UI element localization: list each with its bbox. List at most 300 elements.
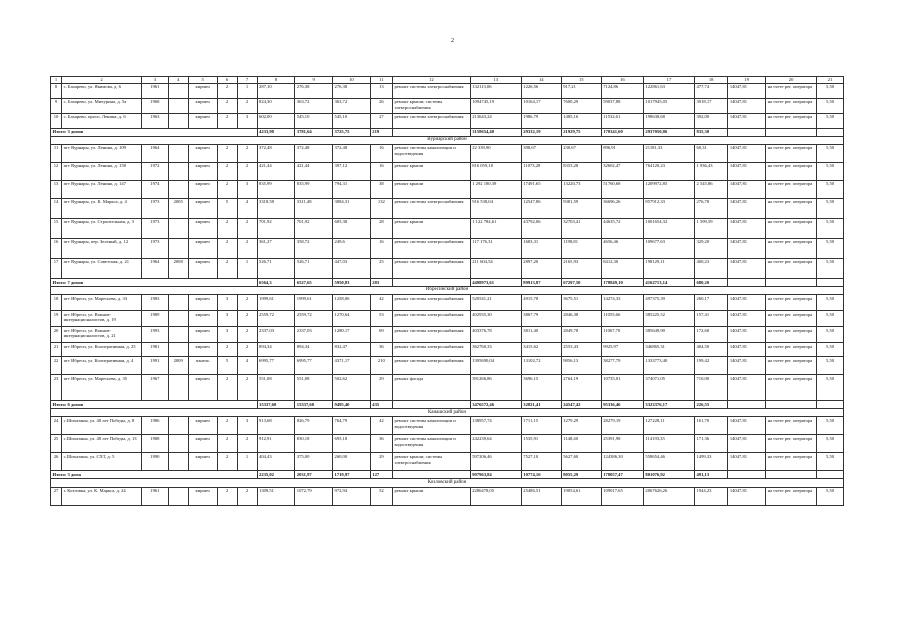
cell-col-2: пгт Ибреси, ул. Воинов-интернационалистов, д. 21 [62,327,142,343]
total-c13: 3158654,40 [470,128,521,136]
total-label: Итого: 7 домов [51,278,258,286]
total-c11: 127 [370,471,392,479]
cell-col-17: 198129,11 [643,258,694,278]
cell-col-17: 857912,33 [643,198,694,218]
cell-col-21: 5,50 [817,295,844,311]
total-c16: 178057,47 [601,471,643,479]
cell-col-21: 5,50 [817,487,844,505]
cell-col-8: 1309,51 [257,487,295,505]
cell-col-9: 701,92 [295,218,333,238]
column-number-6: 6 [217,77,237,84]
cell-col-3: 1972 [142,162,169,180]
column-number-2: 2 [62,77,142,84]
cell-col-16: 32602,47 [601,162,643,180]
cell-col-7: 3 [237,417,257,435]
cell-col-3: 1983 [142,295,169,311]
cell-col-15: 13220,73 [561,180,601,198]
cell-col-9: 830,18 [295,435,333,453]
cell-col-18: 392,00 [695,113,728,128]
cell-col-18: 260,17 [695,295,728,311]
cell-col-3: 1993 [142,327,169,343]
table-row [51,238,844,258]
cell-col-1: 13 [51,180,62,198]
column-number-12: 12 [392,77,470,84]
cell-col-8: 835,99 [257,180,295,198]
total-label: Итого: 6 домов [51,401,258,409]
column-number-14: 14 [521,77,561,84]
cell-col-19: 14047,81 [728,327,766,343]
cell-col-8: 824,30 [257,98,295,113]
column-number-18: 18 [695,77,728,84]
cell-col-8: 912,91 [257,435,295,453]
cell-col-8: 913,68 [257,417,295,435]
cell-col-4 [168,453,188,471]
cell-col-19: 14047,81 [728,180,766,198]
cell-col-9: 372,48 [295,144,333,162]
cell-col-21: 5,50 [817,311,844,327]
cell-col-9: 835,99 [295,180,333,198]
cell-col-17: 1001654,32 [643,218,694,238]
cell-col-9: 894,34 [295,343,333,357]
cell-col-1: 23 [51,375,62,401]
cell-col-17: 127228,11 [643,417,694,435]
cell-col-9: 421,44 [295,162,333,180]
cell-col-20: на счете рег. оператора [766,453,817,471]
cell-col-15: 2764,19 [561,375,601,401]
cell-col-16: 38277,79 [601,357,643,375]
cell-col-13: 132113,06 [470,83,521,98]
column-number-13: 13 [470,77,521,84]
page-number: 2 [451,38,454,44]
cell-col-14: 11073,28 [521,162,561,180]
table-row [51,343,844,357]
cell-col-17: 764120,23 [643,162,694,180]
cell-col-12: ремонт системы электроснабжения [392,83,470,98]
total-c15: 67297,50 [561,278,601,286]
cell-col-9: 526,71 [295,258,333,278]
cell-col-4 [168,487,188,505]
cell-col-4 [168,238,188,258]
cell-col-9: 375,00 [295,453,333,471]
cell-col-3: 1967 [142,375,169,401]
total-c20 [766,401,817,409]
column-number-15: 15 [561,77,601,84]
cell-col-13: 1094745,19 [470,98,521,113]
cell-col-15: 2553,43 [561,343,601,357]
cell-col-3: 1988 [142,435,169,453]
cell-col-11: 29 [370,375,392,401]
cell-col-13: 1395690,04 [470,357,521,375]
cell-col-1: 14 [51,198,62,218]
cell-col-8: 1999,61 [257,295,295,311]
cell-col-18: 199,42 [695,357,728,375]
cell-col-13: 402935,30 [470,311,521,327]
cell-col-14: 10164,17 [521,98,561,113]
cell-col-19: 14047,81 [728,98,766,113]
table-row [51,83,844,98]
table-row [51,453,844,471]
cell-col-1: 21 [51,343,62,357]
column-number-21: 21 [817,77,844,84]
total-c19 [728,471,766,479]
cell-col-4 [168,343,188,357]
cell-col-9: 3311,48 [295,198,333,218]
cell-col-15: 19054,61 [561,487,601,505]
cell-col-10: 276,38 [333,83,371,98]
cell-col-12: ремонт крыши; системы электроснабжения [392,98,470,113]
table-row [51,258,844,278]
cell-col-11: 28 [370,218,392,238]
cell-col-16: 59037,88 [601,98,643,113]
cell-col-21: 5,50 [817,198,844,218]
cell-col-4 [168,218,188,238]
cell-col-8: 701,92 [257,218,295,238]
cell-col-15: 8353,28 [561,162,601,180]
cell-col-1: 16 [51,238,62,258]
cell-col-2: пгт Ибреси, ул. Маресьева, д. 35 [62,375,142,401]
cell-col-5: кирпич [188,258,217,278]
cell-col-1: 20 [51,327,62,343]
cell-col-8: 2559,72 [257,311,295,327]
cell-col-5: кирпич [188,238,217,258]
cell-col-18: 1 599,59 [695,218,728,238]
cell-col-16: 109017,65 [601,487,643,505]
cell-col-6: 3 [217,311,237,327]
cell-col-1: 26 [51,453,62,471]
cell-col-1: 9 [51,98,62,113]
cell-col-6: 2 [217,417,237,435]
cell-col-1: 18 [51,295,62,311]
cell-col-14: 3696,15 [521,375,561,401]
cell-col-5: кирпич [188,83,217,98]
total-c14: 10774,16 [521,471,561,479]
cell-col-15: 5627,60 [561,453,601,471]
total-c13: 4498973,61 [470,278,521,286]
cell-col-13: 22 339,90 [470,144,521,162]
cell-col-16: 896,91 [601,144,643,162]
cell-col-3: 1964 [142,144,169,162]
cell-col-15: 1148,40 [561,435,601,453]
cell-col-21: 5,50 [817,375,844,401]
cell-col-17: 346865,31 [643,343,694,357]
cell-col-21: 5,50 [817,238,844,258]
cell-col-11: 52 [370,487,392,505]
cell-col-11: 210 [370,357,392,375]
section-row [51,136,844,144]
total-row [51,401,844,409]
cell-col-14: 3811,40 [521,327,561,343]
cell-col-2: пгт Вурнары, ул. Ленина, д. 158 [62,162,142,180]
cell-col-10: 502,62 [333,375,371,401]
cell-col-10: 3084,31 [333,198,371,218]
cell-col-14: 43792,06 [521,218,561,238]
cell-col-16: 124386,30 [601,453,643,471]
cell-col-11: 36 [370,343,392,357]
cell-col-16: 51760,68 [601,180,643,198]
section-row [51,479,844,487]
cell-col-21: 5,50 [817,218,844,238]
table-row [51,435,844,453]
cell-col-14: 25486,51 [521,487,561,505]
cell-col-3: 1963 [142,113,169,128]
cell-col-11: 42 [370,417,392,435]
cell-col-2: пгт Ибреси, ул. Кооперативная, д. 4 [62,357,142,375]
cell-col-19: 14047,81 [728,311,766,327]
cell-col-20: на счете рег. оператора [766,343,817,357]
cell-col-19: 14047,81 [728,83,766,98]
cell-col-8: 404,43 [257,453,295,471]
cell-col-21: 5,50 [817,417,844,435]
cell-col-8: 372,48 [257,144,295,162]
cell-col-17: 2067626,26 [643,487,694,505]
cell-col-17: 109677,63 [643,238,694,258]
cell-col-20: на счете рег. оператора [766,311,817,327]
cell-col-12: ремонт системы электроснабжения [392,327,470,343]
cell-col-2: пгт Вурнары, пер. Зеленый, д. 12 [62,238,142,258]
cell-col-7: 2 [237,487,257,505]
total-c11: 219 [370,128,392,136]
cell-col-12: ремонт системы электроснабжения [392,238,470,258]
table-row [51,375,844,401]
table-row [51,98,844,113]
cell-col-3: 1974 [142,180,169,198]
cell-col-4 [168,144,188,162]
total-c20 [766,128,817,136]
cell-col-13: 242239,64 [470,435,521,453]
cell-col-10: 260,00 [333,453,371,471]
cell-col-4 [168,375,188,401]
table-row [51,327,844,343]
cell-col-10: 1280,17 [333,327,371,343]
cell-col-13: 916 538,04 [470,198,521,218]
cell-col-5: кирпич [188,98,217,113]
cell-col-8: 287,10 [257,83,295,98]
total-c8: 15337,60 [257,401,295,409]
cell-col-4 [168,417,188,435]
cell-col-18: 276,78 [695,198,728,218]
cell-col-13: 1 292 180,39 [470,180,521,198]
cell-col-12: ремонт фасада [392,375,470,401]
cell-col-11: 25 [370,258,392,278]
cell-col-19: 14047,81 [728,487,766,505]
cell-col-8: 6995,77 [257,357,295,375]
cell-col-10: 545,10 [333,113,371,128]
cell-col-10: 372,48 [333,144,371,162]
cell-col-2: пгт Вурнары, ул. Ленина, д. 109 [62,144,142,162]
cell-col-20: на счете рег. оператора [766,98,817,113]
cell-col-12: ремонт системы канализации и водоотведения [392,144,470,162]
column-number-11: 11 [370,77,392,84]
cell-col-2: г. Козловка, ул. К. Маркса, д. 24 [62,487,142,505]
total-c15: 8055,29 [561,471,601,479]
total-c17: 4162713,14 [643,278,694,286]
cell-col-19: 14047,81 [728,343,766,357]
total-c16: 95336,46 [601,401,643,409]
cell-col-9: 551,08 [295,375,333,401]
cell-col-9: 545,10 [295,113,333,128]
table-row [51,218,844,238]
total-c9: 15337,60 [295,401,333,409]
cell-col-13: 362760,33 [470,343,521,357]
cell-col-16: 11055,66 [601,311,643,327]
cell-col-5: кирпич [188,144,217,162]
cell-col-21: 5,50 [817,144,844,162]
cell-col-17: 1017945,05 [643,98,694,113]
cell-col-12: ремонт системы канализации и водоотведения [392,435,470,453]
table-row [51,487,844,505]
cell-col-2: с.Шихазаны, ул. 40 лет Победы, д. 13 [62,435,142,453]
cell-col-15: 2846,38 [561,311,601,327]
cell-col-2: пгт Вурнары, ул. К. Маркса, д. 4 [62,198,142,218]
cell-col-21: 5,50 [817,343,844,357]
cell-col-13: 520541,21 [470,295,521,311]
cell-col-5: кирпич [188,327,217,343]
cell-col-13: 138957,74 [470,417,521,435]
column-number-16: 16 [601,77,643,84]
cell-col-19: 14047,81 [728,417,766,435]
cell-col-18: 329,20 [695,238,728,258]
cell-col-2: пгт Ибреси, ул. Воинов-интернационалистов, д. 19 [62,311,142,327]
total-c10: 3725,75 [333,128,371,136]
cell-col-15: 917,21 [561,83,601,98]
cell-col-11: 26 [370,98,392,113]
column-number-9: 9 [295,77,333,84]
cell-col-6: 2 [217,162,237,180]
cell-col-18: 1944,23 [695,487,728,505]
section-title: Ибресинский район [51,286,844,294]
cell-col-20: на счете рег. оператора [766,357,817,375]
total-c21 [817,128,844,136]
cell-col-11: 53 [370,311,392,327]
cell-col-15: 7600,29 [561,98,601,113]
cell-col-7: 2 [237,327,257,343]
cell-col-13: 816 059,18 [470,162,521,180]
cell-col-1: 8 [51,83,62,98]
total-c18: 491,13 [695,471,728,479]
cell-col-7: 2 [237,343,257,357]
cell-col-19: 14047,81 [728,238,766,258]
cell-col-16: 11067,70 [601,327,643,343]
cell-col-7: 2 [237,375,257,401]
cell-col-1: 24 [51,417,62,435]
cell-col-16: 11532,61 [601,113,643,128]
cell-col-7: 2 [237,435,257,453]
cell-col-21: 5,50 [817,98,844,113]
cell-col-2: пгт Вурнары, ул. Ленина, д. 147 [62,180,142,198]
table-row [51,162,844,180]
cell-col-18: 400,23 [695,258,728,278]
total-c21 [817,278,844,286]
cell-col-6: 2 [217,113,237,128]
cell-col-9: 363,72 [295,98,333,113]
cell-col-10: 605,38 [333,218,371,238]
column-number-8: 8 [257,77,295,84]
cell-col-5: кирпич [188,180,217,198]
cell-col-7: 2 [237,98,257,113]
cell-col-3: 1973 [142,218,169,238]
cell-col-9: 276,38 [295,83,333,98]
cell-col-19: 14047,81 [728,258,766,278]
cell-col-21: 5,50 [817,258,844,278]
cell-col-13: 117 176,31 [470,238,521,258]
cell-col-12: ремонт крыши; системы электроснабжения [392,453,470,471]
cell-col-14: 17491,65 [521,180,561,198]
cell-col-21: 5,50 [817,435,844,453]
cell-col-3: 1961 [142,487,169,505]
cell-col-14: 1226,56 [521,83,561,98]
cell-col-15: 9856,13 [561,357,601,375]
cell-col-18: 157,41 [695,311,728,327]
cell-col-7: 2 [237,218,257,238]
cell-col-20: на счете рег. оператора [766,162,817,180]
cell-col-9: 2559,72 [295,311,333,327]
cell-col-18: 1 936,43 [695,162,728,180]
column-number-19: 19 [728,77,766,84]
cell-col-14: 3415,62 [521,343,561,357]
total-row [51,128,844,136]
cell-col-2: пгт Ибреси, ул. Маресьева, д. 33 [62,295,142,311]
section-row [51,409,844,417]
cell-col-8: 602,00 [257,113,295,128]
column-number-1: 1 [51,77,62,84]
total-c19 [728,401,766,409]
cell-col-7: 2 [237,162,257,180]
cell-col-18: 60,31 [695,144,728,162]
cell-col-13: 597206,46 [470,453,521,471]
cell-col-3: 1961 [142,83,169,98]
column-number-5: 5 [188,77,217,84]
cell-col-12: ремонт крыши [392,218,470,238]
cell-col-10: 4371,17 [333,357,371,375]
cell-col-3: 1973 [142,238,169,258]
cell-col-17: 374071,05 [643,375,694,401]
cell-col-1: 22 [51,357,62,375]
total-c13: 3476572,46 [470,401,521,409]
cell-col-12: ремонт системы электроснабжения [392,113,470,128]
cell-col-4 [168,83,188,98]
cell-col-1: 19 [51,311,62,327]
total-c9: 2031,97 [295,471,333,479]
cell-col-6: 5 [217,357,237,375]
cell-col-3: 1991 [142,357,169,375]
cell-col-9: 1999,61 [295,295,333,311]
cell-col-8: 894,34 [257,343,295,357]
cell-col-1: 10 [51,113,62,128]
cell-col-6: 2 [217,375,237,401]
cell-col-18: 3918,17 [695,98,728,113]
cell-col-12: ремонт системы канализации и водоотведения [392,417,470,435]
column-number-4: 4 [168,77,188,84]
cell-col-21: 5,50 [817,180,844,198]
cell-col-5: панель [188,357,217,375]
cell-col-10: 764,79 [333,417,371,435]
cell-col-4 [168,435,188,453]
cell-col-5: кирпич [188,487,217,505]
cell-col-7: 2 [237,295,257,311]
total-row [51,471,844,479]
column-number-17: 17 [643,77,694,84]
cell-col-14: 2897,20 [521,258,561,278]
cell-col-6: 3 [217,295,237,311]
cell-col-6: 2 [217,453,237,471]
cell-col-11: 69 [370,327,392,343]
table-body [51,77,844,506]
cell-col-4 [168,98,188,113]
cell-col-15: 2849,78 [561,327,601,343]
cell-col-16: 7124,86 [601,83,643,98]
cell-col-11: 27 [370,113,392,128]
cell-col-13: 391266,86 [470,375,521,401]
